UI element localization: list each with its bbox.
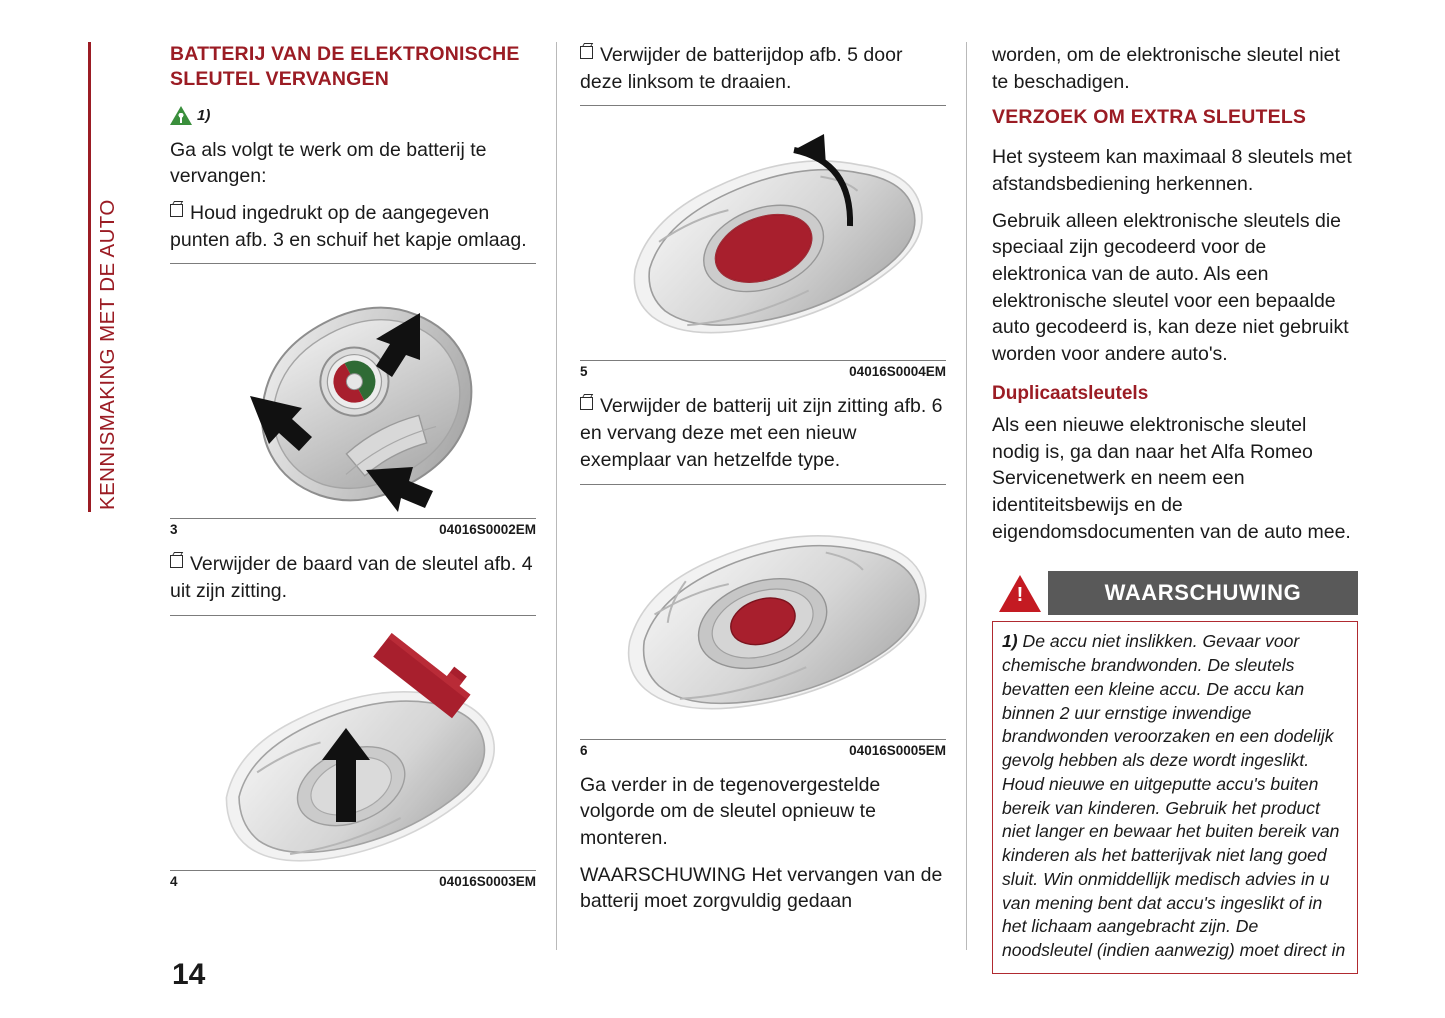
step-item — [580, 42, 946, 95]
warning-triangle-wrapper — [992, 571, 1048, 615]
step-text: Verwijder de baard van de sleutel afb. 4 uit zijn zitting. — [170, 553, 533, 603]
figure-5-image — [580, 108, 946, 358]
figure-number: 6 — [580, 742, 588, 758]
chapter-tab-label: KENNISMAKING MET DE AUTO — [96, 199, 119, 510]
subsection-title-duplicate-keys: Duplicaatsleutels — [992, 382, 1149, 404]
step-item — [170, 200, 536, 253]
figure-number: 5 — [580, 364, 588, 380]
battery-cover-illustration — [580, 108, 946, 358]
page-number: 14 — [172, 958, 206, 991]
column-three — [992, 42, 1358, 974]
figure-5-caption — [580, 361, 946, 379]
figure-4-image — [170, 618, 536, 868]
paragraph-duplicate-keys: Als een nieuwe elektronische sleutel nodig is, ga dan naar het Alfa Romeo Servicenetwerk en neem een identiteitsbewijs en de eigendomsdocumenten van de auto mee. — [992, 413, 1351, 543]
continuation-paragraph: worden, om de elektronische sleutel niet te beschadigen. — [992, 44, 1340, 93]
figure-4-caption — [170, 871, 536, 889]
figure-number: 3 — [170, 522, 178, 538]
key-fob-illustration — [170, 266, 536, 516]
figure-rule — [580, 484, 946, 485]
square-bullet-icon — [580, 397, 593, 410]
key-blade-illustration — [170, 618, 536, 868]
warning-triangle-icon — [999, 575, 1041, 612]
figure-number: 4 — [170, 873, 178, 889]
chapter-tab — [88, 42, 122, 512]
warning-reference — [170, 106, 536, 125]
section-title: BATTERIJ VAN DE ELEKTRONISCHE SLEUTEL VERVANGEN — [170, 43, 520, 90]
battery-seat-illustration — [580, 487, 946, 737]
reassembly-paragraph: Ga verder in de tegenovergestelde volgorde om de sleutel opnieuw te monteren. — [580, 773, 881, 849]
warning-box — [992, 621, 1358, 974]
paragraph-max-keys: Het systeem kan maximaal 8 sleutels met afstandsbediening herkennen. — [992, 146, 1352, 195]
warning-number: 1) — [1002, 631, 1018, 652]
column-two — [580, 42, 946, 925]
figure-6-caption — [580, 740, 946, 758]
square-bullet-icon — [580, 46, 593, 59]
figure-4 — [170, 615, 536, 889]
figure-code: 04016S0005EM — [849, 742, 946, 758]
column-one — [170, 42, 536, 903]
step-text: Verwijder de batterijdop afb. 5 door deze linksom te draaien. — [580, 44, 903, 93]
safety-triangle-icon — [170, 106, 192, 125]
warning-reference-number: 1) — [197, 106, 211, 124]
figure-code: 04016S0004EM — [849, 364, 946, 380]
square-bullet-icon — [170, 555, 183, 568]
step-text: Houd ingedrukt op de aangegeven punten afb. 3 en schuif het kapje omlaag. — [170, 201, 527, 251]
figure-3 — [170, 263, 536, 537]
figure-code: 04016S0002EM — [439, 522, 536, 538]
warning-inline-paragraph: WAARSCHUWING Het vervangen van de batterij moet zorgvuldig gedaan — [580, 863, 943, 913]
paragraph-coded-keys: Gebruik alleen elektronische sleutels die speciaal zijn gecodeerd voor de elektronica van de auto. Als een elektronische sleutel voor een bepaalde auto gecodeerd is, kan deze niet gebruikt worden voor andere auto's. — [992, 209, 1349, 366]
intro-paragraph: Ga als volgt te werk om de batterij te vervangen: — [170, 138, 487, 188]
figure-rule — [170, 615, 536, 616]
figure-code: 04016S0003EM — [439, 873, 536, 889]
warning-header — [992, 571, 1358, 615]
figure-rule — [170, 263, 536, 264]
figure-6-image — [580, 487, 946, 737]
figure-3-image — [170, 266, 536, 516]
step-item — [580, 393, 946, 473]
section-title-extra-keys: VERZOEK OM EXTRA SLEUTELS — [992, 106, 1307, 129]
warning-body-text: De accu niet inslikken. Gevaar voor chemische brandwonden. De sleutels bevatten een kleine accu. De accu kan binnen 2 uur ernstige inwendige brandwonden veroorzaken en een dodelijk gevolg hebben als deze wordt ingeslikt. Houd nieuwe en uitgeputte accu's buiten bereik van kinderen. Gebruik het product niet langer en bewaar het buiten bereik van kinderen als het batterijvak niet lang goed sluit. Win onmiddellijk medisch advies in u van mening bent dat accu's ingeslikt of in het lichaam aangebracht zijn. De noodsleutel (indien aanwezig) moet direct in — [1002, 631, 1346, 961]
column-divider — [556, 42, 557, 950]
figure-6 — [580, 484, 946, 758]
step-text: Verwijder de batterij uit zijn zitting afb. 6 en vervang deze met een nieuw exemplaar van hetzelfde type. — [580, 395, 943, 471]
square-bullet-icon — [170, 204, 183, 217]
warning-title: WAARSCHUWING — [1048, 571, 1358, 615]
warning-text — [1002, 630, 1348, 963]
step-item — [170, 551, 536, 604]
figure-3-caption — [170, 519, 536, 537]
figure-rule — [580, 105, 946, 106]
figure-5 — [580, 105, 946, 379]
column-divider — [966, 42, 967, 950]
